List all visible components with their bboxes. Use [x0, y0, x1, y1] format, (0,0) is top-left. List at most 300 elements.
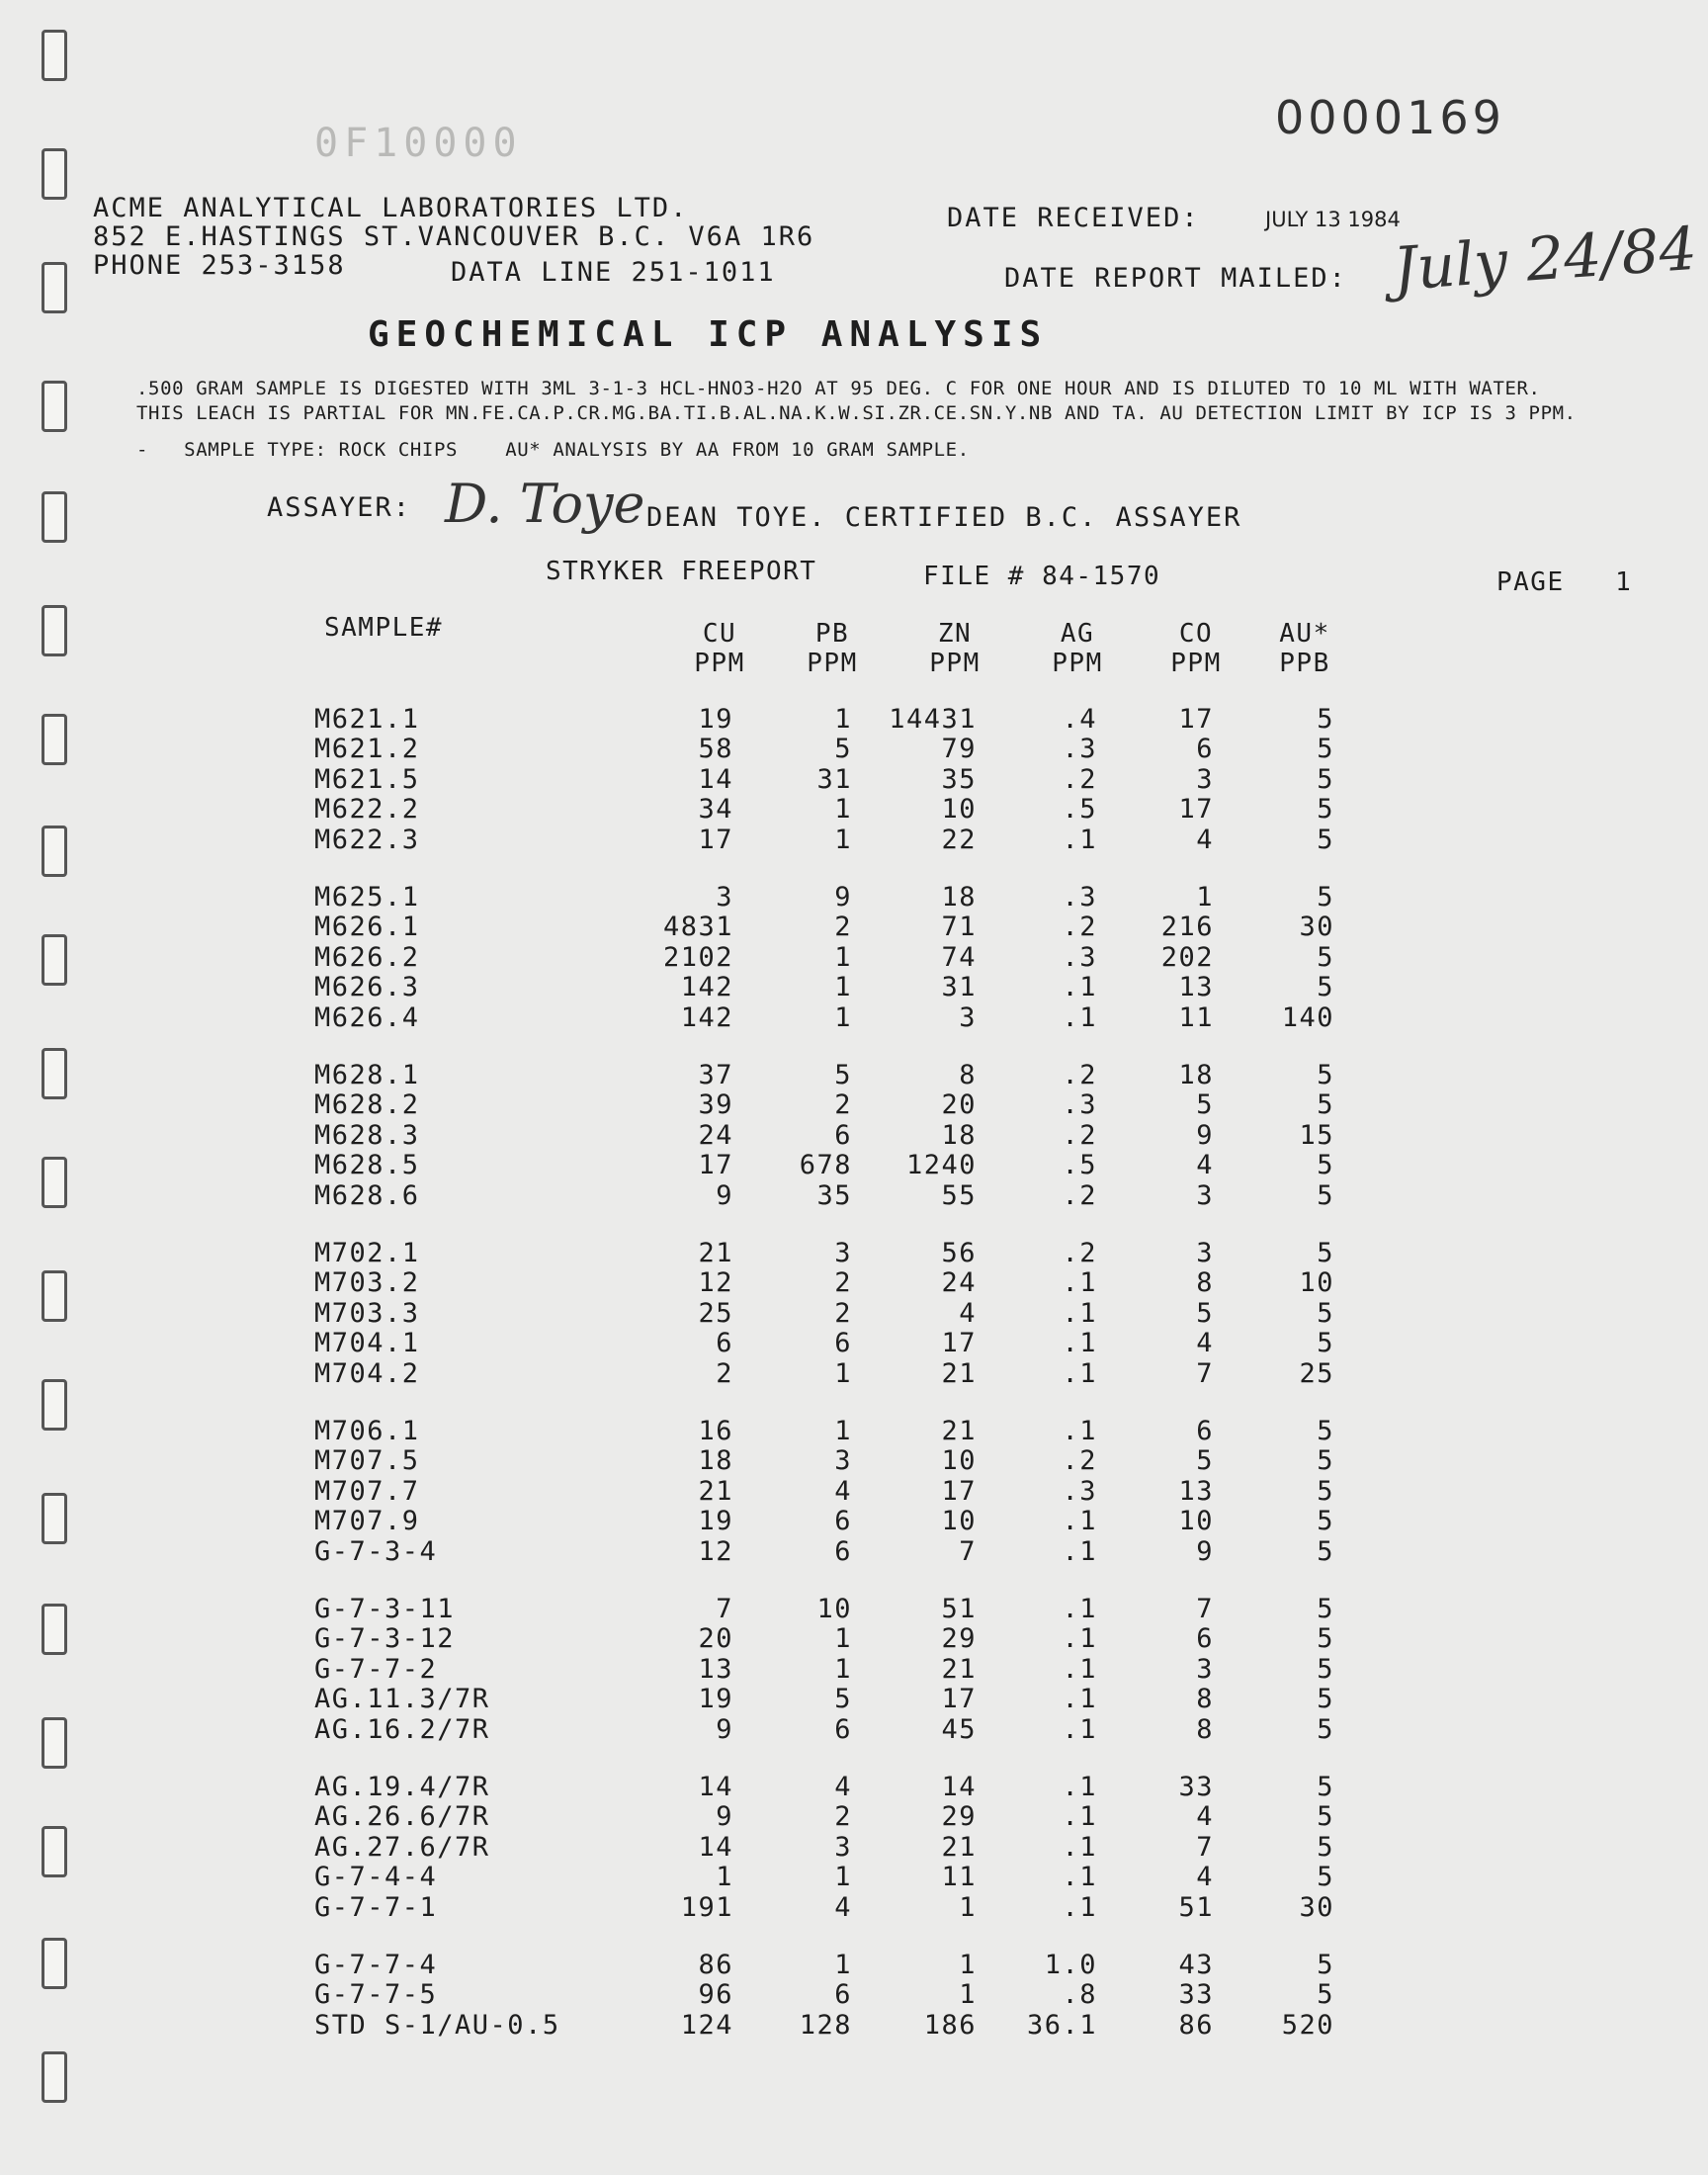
- value-au: 5: [1317, 1801, 1334, 1833]
- value-pb: 1: [834, 972, 852, 1003]
- value-cu: 39: [698, 1089, 733, 1121]
- value-au: 5: [1317, 704, 1334, 735]
- value-ag: .2: [1062, 1119, 1097, 1151]
- value-au: 140: [1281, 1001, 1334, 1033]
- binder-hole: [42, 826, 67, 877]
- binder-hole: [42, 1048, 67, 1099]
- value-pb: 1: [834, 1416, 852, 1446]
- sample-id: AG.19.4/7R: [314, 1772, 490, 1802]
- sample-id: M621.5: [314, 763, 420, 795]
- value-ag: .3: [1062, 1089, 1097, 1121]
- value-zn: 10: [941, 794, 977, 826]
- value-zn: 14: [941, 1772, 977, 1802]
- assayer-signature: D. Toye: [445, 473, 645, 535]
- value-co: 6: [1196, 1623, 1214, 1655]
- sample-id: G-7-7-5: [314, 1979, 438, 2011]
- column-unit-zn: PPM: [929, 649, 981, 678]
- method-note-2: THIS LEACH IS PARTIAL FOR MN.FE.CA.P.CR.MG.BA.TI.B.AL.NA.K.W.SI.ZR.CE.SN.Y.NB AND TA. AU DETECTION LIMIT BY ICP IS 3 PPM.: [136, 402, 1577, 424]
- value-cu: 124: [680, 2009, 733, 2041]
- value-cu: 17: [698, 824, 733, 855]
- value-au: 5: [1317, 1831, 1334, 1863]
- value-co: 7: [1196, 1357, 1214, 1389]
- binder-hole: [42, 1826, 67, 1877]
- date-received-label: DATE RECEIVED:: [947, 203, 1200, 233]
- sample-id: M626.3: [314, 972, 420, 1003]
- value-zn: 24: [941, 1267, 977, 1299]
- column-header-co: CO: [1178, 619, 1214, 649]
- value-pb: 1: [834, 1001, 852, 1033]
- file-stamp: 0F10000: [314, 121, 523, 166]
- value-zn: 186: [923, 2009, 977, 2041]
- sample-id: M628.1: [314, 1060, 420, 1090]
- value-pb: 9: [834, 882, 852, 913]
- binder-hole: [42, 1604, 67, 1655]
- value-cu: 14: [698, 1831, 733, 1863]
- sample-id: M704.2: [314, 1357, 420, 1389]
- value-cu: 191: [680, 1891, 733, 1923]
- value-zn: 10: [941, 1506, 977, 1537]
- value-cu: 3: [716, 882, 733, 913]
- value-co: 5: [1196, 1445, 1214, 1477]
- value-zn: 7: [959, 1535, 977, 1567]
- value-co: 3: [1196, 1179, 1214, 1211]
- value-cu: 9: [716, 1801, 733, 1833]
- sample-id: M625.1: [314, 882, 420, 913]
- value-au: 520: [1281, 2009, 1334, 2041]
- value-co: 43: [1178, 1950, 1214, 1980]
- value-au: 5: [1317, 1623, 1334, 1655]
- column-header-pb: PB: [814, 619, 850, 649]
- value-au: 5: [1317, 1506, 1334, 1537]
- value-au: 5: [1317, 1150, 1334, 1181]
- binder-hole: [42, 714, 67, 765]
- value-zn: 4: [959, 1297, 977, 1329]
- value-au: 10: [1299, 1267, 1334, 1299]
- value-au: 30: [1299, 1891, 1334, 1923]
- value-ag: .2: [1062, 1445, 1097, 1477]
- value-ag: .1: [1062, 1416, 1097, 1446]
- sample-id: STD S-1/AU-0.5: [314, 2009, 560, 2041]
- value-zn: 8: [959, 1060, 977, 1090]
- assayer-label: ASSAYER:: [267, 492, 412, 523]
- value-ag: 36.1: [1026, 2009, 1097, 2041]
- value-co: 10: [1178, 1506, 1214, 1537]
- value-au: 5: [1317, 824, 1334, 855]
- column-header-au: AU*: [1279, 619, 1330, 649]
- value-ag: .1: [1062, 1535, 1097, 1567]
- value-ag: .5: [1062, 1150, 1097, 1181]
- value-cu: 21: [698, 1475, 733, 1507]
- value-zn: 21: [941, 1831, 977, 1863]
- value-au: 5: [1317, 1713, 1334, 1745]
- value-cu: 17: [698, 1150, 733, 1181]
- value-cu: 12: [698, 1267, 733, 1299]
- value-ag: .4: [1062, 704, 1097, 735]
- date-mailed-label: DATE REPORT MAILED:: [1004, 263, 1347, 294]
- value-co: 216: [1160, 912, 1214, 943]
- value-au: 5: [1317, 941, 1334, 973]
- sample-id: G-7-7-2: [314, 1653, 438, 1685]
- binder-hole: [42, 1270, 67, 1322]
- value-cu: 19: [698, 704, 733, 735]
- sample-id: M628.5: [314, 1150, 420, 1181]
- sample-id: AG.27.6/7R: [314, 1831, 490, 1863]
- column-unit-cu: PPM: [694, 649, 745, 678]
- binder-hole: [42, 381, 67, 432]
- sample-id: G-7-3-4: [314, 1535, 438, 1567]
- value-pb: 6: [834, 1979, 852, 2011]
- value-pb: 2: [834, 1297, 852, 1329]
- value-cu: 19: [698, 1684, 733, 1715]
- value-co: 33: [1178, 1979, 1214, 2011]
- value-au: 5: [1317, 1060, 1334, 1090]
- value-pb: 2: [834, 912, 852, 943]
- value-ag: .1: [1062, 1891, 1097, 1923]
- binder-hole: [42, 605, 67, 656]
- value-zn: 10: [941, 1445, 977, 1477]
- value-au: 5: [1317, 1684, 1334, 1715]
- value-zn: 56: [941, 1238, 977, 1268]
- method-note-3: - SAMPLE TYPE: ROCK CHIPS AU* ANALYSIS BY AA FROM 10 GRAM SAMPLE.: [136, 439, 970, 461]
- value-au: 5: [1317, 1297, 1334, 1329]
- value-co: 9: [1196, 1119, 1214, 1151]
- sample-id: M706.1: [314, 1416, 420, 1446]
- value-zn: 1: [959, 1891, 977, 1923]
- value-pb: 2: [834, 1801, 852, 1833]
- sample-id: M703.2: [314, 1267, 420, 1299]
- binder-hole: [42, 262, 67, 313]
- value-au: 5: [1317, 1979, 1334, 2011]
- value-zn: 14431: [889, 704, 977, 735]
- sample-id: M626.2: [314, 941, 420, 973]
- value-ag: .2: [1062, 763, 1097, 795]
- value-ag: 1.0: [1044, 1950, 1097, 1980]
- value-ag: .3: [1062, 882, 1097, 913]
- value-au: 5: [1317, 972, 1334, 1003]
- value-ag: .2: [1062, 1179, 1097, 1211]
- value-co: 8: [1196, 1267, 1214, 1299]
- value-zn: 29: [941, 1801, 977, 1833]
- value-au: 5: [1317, 1179, 1334, 1211]
- value-au: 5: [1317, 1772, 1334, 1802]
- value-au: 5: [1317, 1862, 1334, 1893]
- value-au: 5: [1317, 1416, 1334, 1446]
- value-ag: .1: [1062, 1267, 1097, 1299]
- value-cu: 1: [716, 1862, 733, 1893]
- value-co: 13: [1178, 1475, 1214, 1507]
- value-ag: .1: [1062, 1801, 1097, 1833]
- column-header-ag: AG: [1060, 619, 1095, 649]
- value-ag: .2: [1062, 912, 1097, 943]
- value-co: 4: [1196, 1150, 1214, 1181]
- value-co: 4: [1196, 824, 1214, 855]
- column-unit-au: PPB: [1279, 649, 1330, 678]
- value-cu: 9: [716, 1713, 733, 1745]
- value-co: 8: [1196, 1713, 1214, 1745]
- value-zn: 20: [941, 1089, 977, 1121]
- value-cu: 9: [716, 1179, 733, 1211]
- value-cu: 7: [716, 1594, 733, 1624]
- value-pb: 6: [834, 1328, 852, 1359]
- value-cu: 142: [680, 1001, 733, 1033]
- binder-hole: [42, 1493, 67, 1544]
- value-zn: 18: [941, 882, 977, 913]
- column-header-zn: ZN: [937, 619, 973, 649]
- value-pb: 1: [834, 1653, 852, 1685]
- method-note-1: .500 GRAM SAMPLE IS DIGESTED WITH 3ML 3-1-3 HCL-HNO3-H2O AT 95 DEG. C FOR ONE HOUR AND IS DILUTED TO 10 ML WITH WATER.: [136, 378, 1541, 399]
- value-ag: .8: [1062, 1979, 1097, 2011]
- value-pb: 1: [834, 704, 852, 735]
- value-co: 13: [1178, 972, 1214, 1003]
- value-zn: 79: [941, 734, 977, 765]
- value-ag: .1: [1062, 972, 1097, 1003]
- file-number: FILE # 84-1570: [923, 562, 1161, 591]
- value-zn: 71: [941, 912, 977, 943]
- value-au: 5: [1317, 882, 1334, 913]
- value-ag: .3: [1062, 1475, 1097, 1507]
- sample-id: M628.2: [314, 1089, 420, 1121]
- value-ag: .5: [1062, 794, 1097, 826]
- value-au: 5: [1317, 1238, 1334, 1268]
- value-pb: 5: [834, 1684, 852, 1715]
- value-ag: .1: [1062, 824, 1097, 855]
- binder-hole: [42, 1157, 67, 1208]
- value-zn: 3: [959, 1001, 977, 1033]
- value-au: 30: [1299, 912, 1334, 943]
- value-cu: 13: [698, 1653, 733, 1685]
- value-co: 7: [1196, 1831, 1214, 1863]
- value-pb: 678: [799, 1150, 852, 1181]
- value-ag: .1: [1062, 1506, 1097, 1537]
- value-zn: 45: [941, 1713, 977, 1745]
- value-cu: 2102: [662, 941, 733, 973]
- value-cu: 14: [698, 1772, 733, 1802]
- sample-id: AG.11.3/7R: [314, 1684, 490, 1715]
- binder-hole: [42, 1938, 67, 1989]
- sample-id: G-7-3-11: [314, 1594, 456, 1624]
- value-cu: 34: [698, 794, 733, 826]
- value-cu: 18: [698, 1445, 733, 1477]
- value-pb: 1: [834, 1862, 852, 1893]
- value-co: 1: [1196, 882, 1214, 913]
- value-cu: 20: [698, 1623, 733, 1655]
- value-cu: 2: [716, 1357, 733, 1389]
- value-au: 5: [1317, 794, 1334, 826]
- binder-hole: [42, 491, 67, 543]
- binder-hole: [42, 1379, 67, 1431]
- value-co: 6: [1196, 734, 1214, 765]
- binder-hole: [42, 1717, 67, 1769]
- sample-id: AG.26.6/7R: [314, 1801, 490, 1833]
- value-pb: 4: [834, 1475, 852, 1507]
- value-co: 3: [1196, 1238, 1214, 1268]
- page-number: PAGE 1: [1496, 567, 1633, 597]
- value-au: 5: [1317, 1089, 1334, 1121]
- value-co: 9: [1196, 1535, 1214, 1567]
- column-unit-co: PPM: [1170, 649, 1222, 678]
- value-zn: 17: [941, 1475, 977, 1507]
- column-unit-pb: PPM: [807, 649, 858, 678]
- value-pb: 31: [816, 763, 852, 795]
- document-number: 0000169: [1275, 91, 1505, 144]
- value-zn: 1: [959, 1979, 977, 2011]
- value-pb: 4: [834, 1891, 852, 1923]
- value-ag: .1: [1062, 1357, 1097, 1389]
- binder-hole: [42, 148, 67, 200]
- sample-id: AG.16.2/7R: [314, 1713, 490, 1745]
- sample-id: M704.1: [314, 1328, 420, 1359]
- value-cu: 21: [698, 1238, 733, 1268]
- value-cu: 96: [698, 1979, 733, 2011]
- sample-id: G-7-4-4: [314, 1862, 438, 1893]
- value-ag: .1: [1062, 1328, 1097, 1359]
- value-co: 6: [1196, 1416, 1214, 1446]
- sample-id: M626.1: [314, 912, 420, 943]
- value-pb: 10: [816, 1594, 852, 1624]
- value-pb: 3: [834, 1831, 852, 1863]
- value-ag: .3: [1062, 941, 1097, 973]
- sample-column-header: SAMPLE#: [324, 613, 444, 643]
- value-au: 15: [1299, 1119, 1334, 1151]
- assayer-name: DEAN TOYE. CERTIFIED B.C. ASSAYER: [646, 502, 1242, 533]
- value-ag: .1: [1062, 1772, 1097, 1802]
- value-co: 3: [1196, 1653, 1214, 1685]
- sample-id: M703.3: [314, 1297, 420, 1329]
- sample-id: M622.3: [314, 824, 420, 855]
- value-au: 5: [1317, 1653, 1334, 1685]
- value-zn: 17: [941, 1328, 977, 1359]
- value-pb: 6: [834, 1119, 852, 1151]
- value-cu: 12: [698, 1535, 733, 1567]
- value-cu: 37: [698, 1060, 733, 1090]
- value-zn: 29: [941, 1623, 977, 1655]
- value-au: 5: [1317, 1535, 1334, 1567]
- value-ag: .1: [1062, 1001, 1097, 1033]
- value-co: 86: [1178, 2009, 1214, 2041]
- column-unit-ag: PPM: [1052, 649, 1103, 678]
- value-zn: 21: [941, 1416, 977, 1446]
- value-cu: 6: [716, 1328, 733, 1359]
- value-zn: 1: [959, 1950, 977, 1980]
- value-pb: 2: [834, 1089, 852, 1121]
- company-data-line: DATA LINE 251-1011: [451, 257, 776, 288]
- sample-id: M702.1: [314, 1238, 420, 1268]
- value-co: 5: [1196, 1297, 1214, 1329]
- value-pb: 4: [834, 1772, 852, 1802]
- sample-id: M628.6: [314, 1179, 420, 1211]
- value-ag: .1: [1062, 1713, 1097, 1745]
- value-co: 4: [1196, 1801, 1214, 1833]
- value-pb: 3: [834, 1238, 852, 1268]
- value-pb: 6: [834, 1506, 852, 1537]
- sample-id: G-7-7-1: [314, 1891, 438, 1923]
- sample-id: M621.1: [314, 704, 420, 735]
- value-cu: 19: [698, 1506, 733, 1537]
- value-co: 3: [1196, 763, 1214, 795]
- value-ag: .1: [1062, 1862, 1097, 1893]
- value-cu: 4831: [662, 912, 733, 943]
- value-cu: 14: [698, 763, 733, 795]
- value-zn: 74: [941, 941, 977, 973]
- value-zn: 21: [941, 1357, 977, 1389]
- binder-hole: [42, 934, 67, 986]
- value-co: 17: [1178, 704, 1214, 735]
- value-au: 5: [1317, 1475, 1334, 1507]
- value-zn: 1240: [905, 1150, 977, 1181]
- binder-hole: [42, 30, 67, 81]
- sample-id: M626.4: [314, 1001, 420, 1033]
- value-zn: 11: [941, 1862, 977, 1893]
- sample-id: M707.9: [314, 1506, 420, 1537]
- value-cu: 24: [698, 1119, 733, 1151]
- value-ag: .1: [1062, 1684, 1097, 1715]
- value-co: 8: [1196, 1684, 1214, 1715]
- value-co: 18: [1178, 1060, 1214, 1090]
- value-au: 25: [1299, 1357, 1334, 1389]
- project-name: STRYKER FREEPORT: [546, 557, 817, 586]
- sample-id: M707.5: [314, 1445, 420, 1477]
- value-co: 17: [1178, 794, 1214, 826]
- value-ag: .1: [1062, 1297, 1097, 1329]
- value-au: 5: [1317, 734, 1334, 765]
- value-co: 11: [1178, 1001, 1214, 1033]
- date-received-value: JULY 13 1984: [1265, 208, 1401, 231]
- value-cu: 16: [698, 1416, 733, 1446]
- value-cu: 86: [698, 1950, 733, 1980]
- value-zn: 31: [941, 972, 977, 1003]
- value-ag: .1: [1062, 1653, 1097, 1685]
- value-zn: 35: [941, 763, 977, 795]
- value-pb: 3: [834, 1445, 852, 1477]
- value-ag: .1: [1062, 1594, 1097, 1624]
- value-ag: .3: [1062, 734, 1097, 765]
- value-pb: 1: [834, 824, 852, 855]
- sample-id: M622.2: [314, 794, 420, 826]
- value-ag: .1: [1062, 1623, 1097, 1655]
- value-zn: 22: [941, 824, 977, 855]
- date-mailed-value: July 24/84: [1391, 214, 1700, 304]
- column-header-cu: CU: [702, 619, 737, 649]
- value-pb: 35: [816, 1179, 852, 1211]
- value-pb: 2: [834, 1267, 852, 1299]
- value-zn: 18: [941, 1119, 977, 1151]
- report-title: GEOCHEMICAL ICP ANALYSIS: [368, 314, 1049, 355]
- value-pb: 5: [834, 1060, 852, 1090]
- value-pb: 6: [834, 1713, 852, 1745]
- company-name: ACME ANALYTICAL LABORATORIES LTD.: [93, 193, 689, 223]
- value-ag: .2: [1062, 1238, 1097, 1268]
- value-ag: .1: [1062, 1831, 1097, 1863]
- value-cu: 58: [698, 734, 733, 765]
- value-zn: 55: [941, 1179, 977, 1211]
- value-co: 4: [1196, 1862, 1214, 1893]
- value-ag: .2: [1062, 1060, 1097, 1090]
- value-zn: 17: [941, 1684, 977, 1715]
- sample-id: M621.2: [314, 734, 420, 765]
- value-zn: 21: [941, 1653, 977, 1685]
- sample-id: M707.7: [314, 1475, 420, 1507]
- value-au: 5: [1317, 763, 1334, 795]
- value-au: 5: [1317, 1328, 1334, 1359]
- value-pb: 1: [834, 941, 852, 973]
- value-zn: 51: [941, 1594, 977, 1624]
- value-co: 51: [1178, 1891, 1214, 1923]
- value-co: 7: [1196, 1594, 1214, 1624]
- value-co: 33: [1178, 1772, 1214, 1802]
- value-co: 5: [1196, 1089, 1214, 1121]
- sample-id: G-7-7-4: [314, 1950, 438, 1980]
- value-au: 5: [1317, 1445, 1334, 1477]
